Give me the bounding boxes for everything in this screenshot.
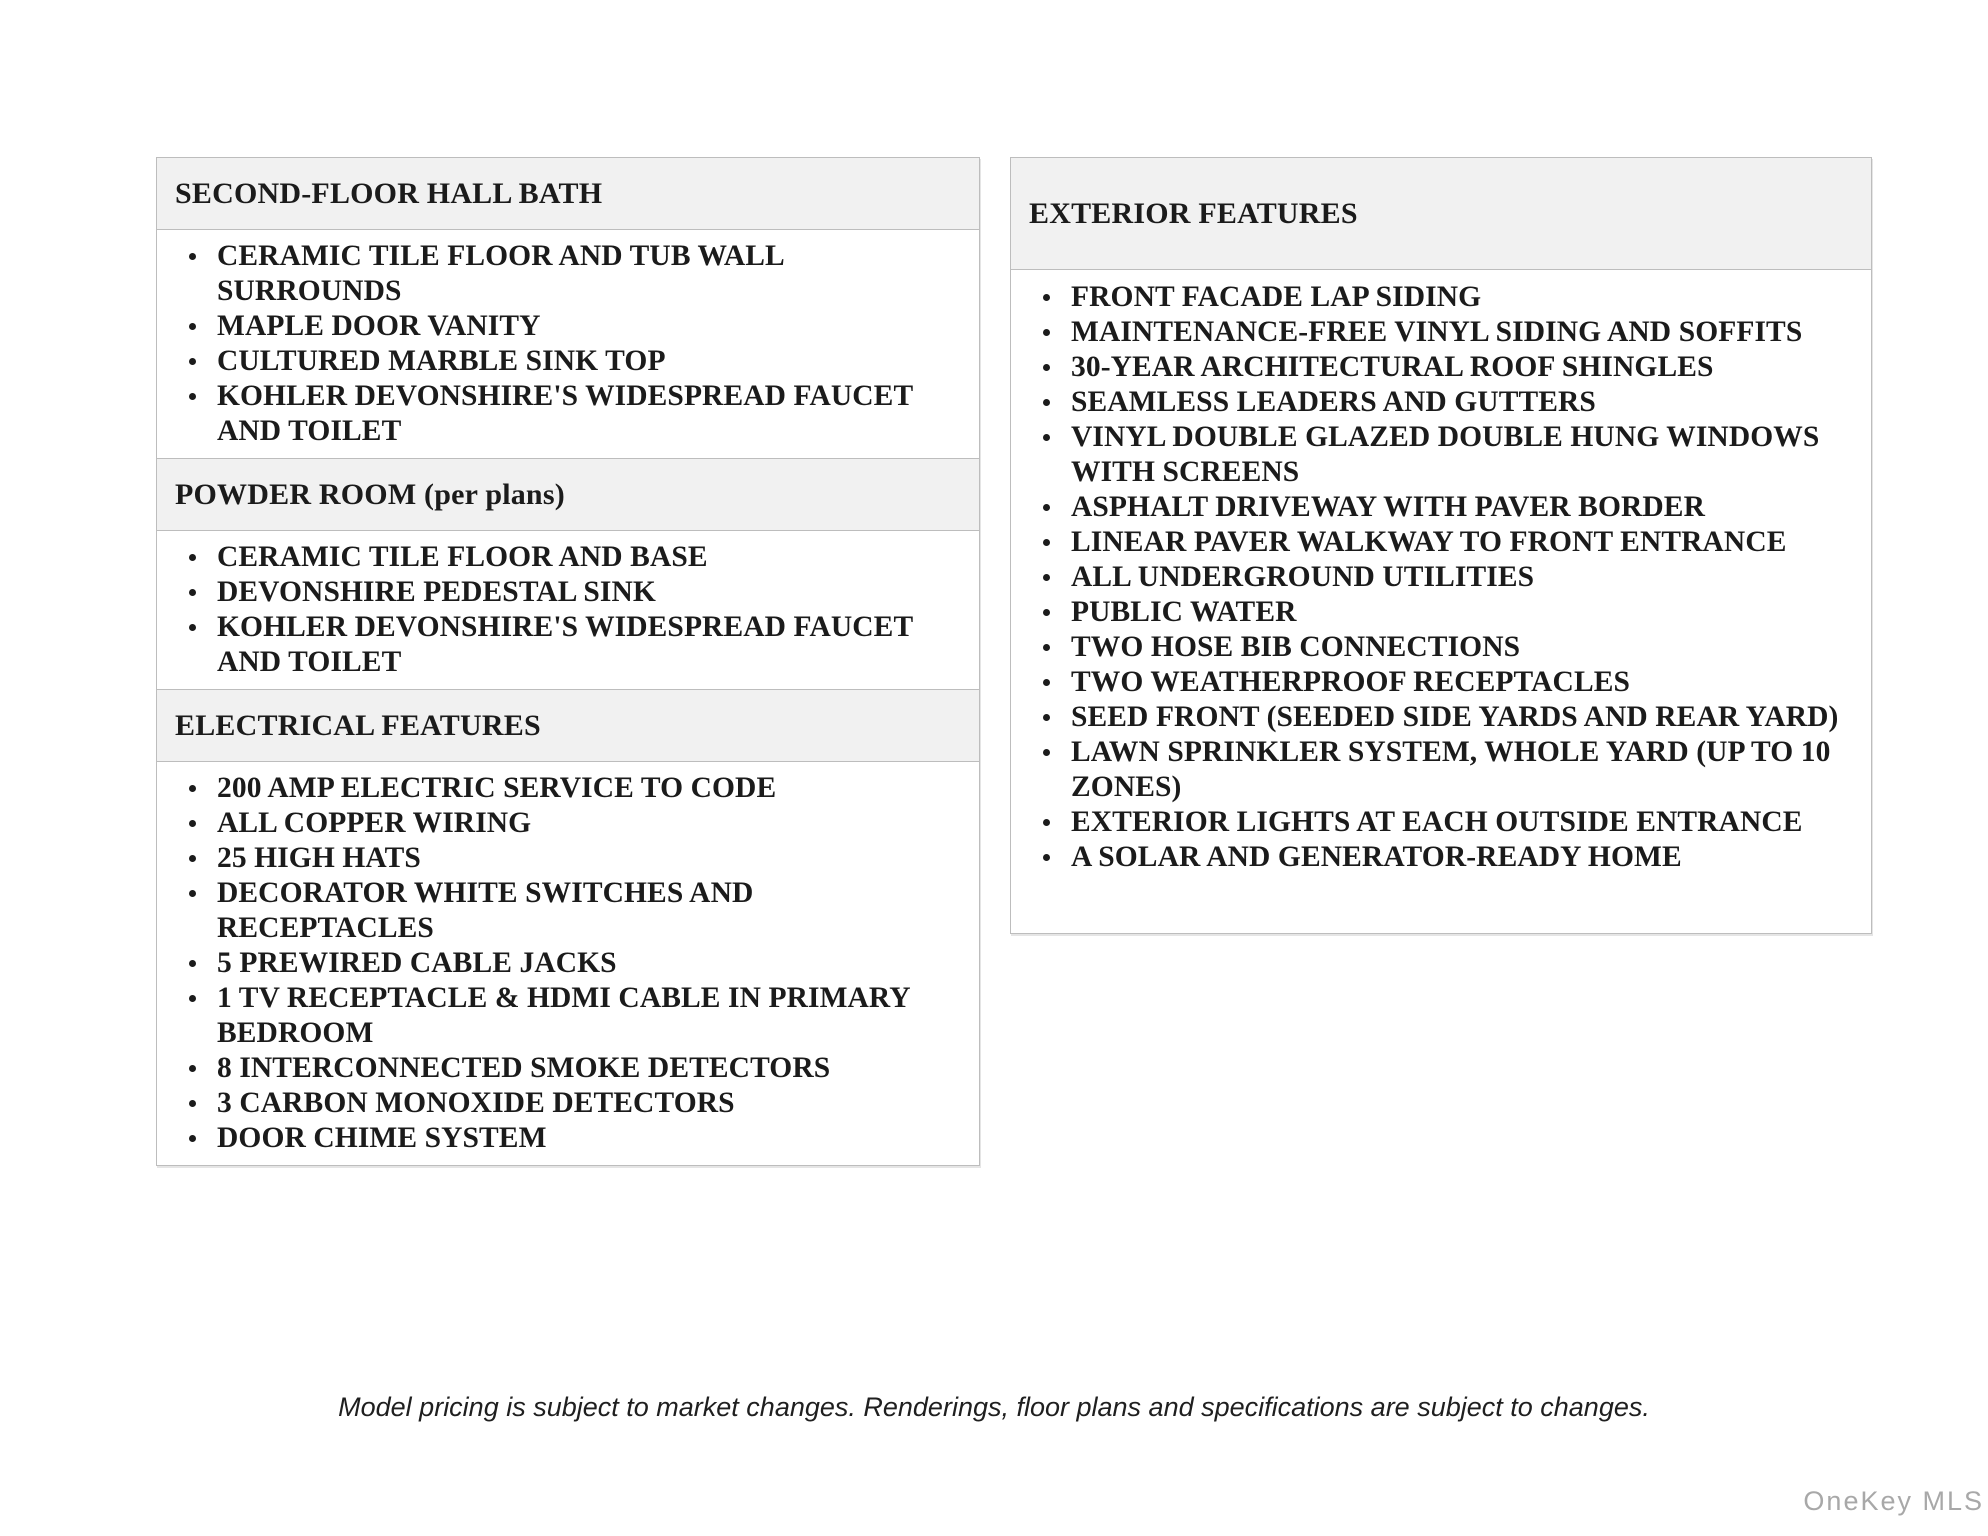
feature-list: [157, 762, 979, 1165]
feature-item: DOOR CHIME SYSTEM: [157, 1121, 955, 1156]
features-panel-right: [1010, 157, 1872, 934]
feature-item: 200 AMP ELECTRIC SERVICE TO CODE: [157, 771, 955, 806]
disclaimer-text: Model pricing is subject to market changes. Renderings, floor plans and specifications are subject to changes.: [338, 1392, 1650, 1422]
feature-item: VINYL DOUBLE GLAZED DOUBLE HUNG WINDOWS WITH SCREENS: [1011, 420, 1847, 490]
section-header: ELECTRICAL FEATURES: [157, 689, 979, 762]
feature-item: MAPLE DOOR VANITY: [157, 309, 955, 344]
feature-item: FRONT FACADE LAP SIDING: [1011, 280, 1847, 315]
section-header: POWDER ROOM (per plans): [157, 458, 979, 531]
feature-item: LINEAR PAVER WALKWAY TO FRONT ENTRANCE: [1011, 525, 1847, 560]
feature-item: PUBLIC WATER: [1011, 595, 1847, 630]
feature-item: 8 INTERCONNECTED SMOKE DETECTORS: [157, 1051, 955, 1086]
feature-item: 25 HIGH HATS: [157, 841, 955, 876]
feature-item: KOHLER DEVONSHIRE'S WIDESPREAD FAUCET AND TOILET: [157, 610, 955, 680]
feature-item: ASPHALT DRIVEWAY WITH PAVER BORDER: [1011, 490, 1847, 525]
feature-item: 30-YEAR ARCHITECTURAL ROOF SHINGLES: [1011, 350, 1847, 385]
feature-item: MAINTENANCE-FREE VINYL SIDING AND SOFFITS: [1011, 315, 1847, 350]
feature-item: DEVONSHIRE PEDESTAL SINK: [157, 575, 955, 610]
section-header: SECOND-FLOOR HALL BATH: [157, 158, 979, 230]
feature-item: CERAMIC TILE FLOOR AND BASE: [157, 540, 955, 575]
feature-item: 3 CARBON MONOXIDE DETECTORS: [157, 1086, 955, 1121]
feature-item: A SOLAR AND GENERATOR-READY HOME: [1011, 840, 1847, 875]
features-panel-left: [156, 157, 980, 1166]
feature-item: SEED FRONT (SEEDED SIDE YARDS AND REAR YARD): [1011, 700, 1847, 735]
feature-list: [157, 531, 979, 689]
feature-item: 1 TV RECEPTACLE & HDMI CABLE IN PRIMARY BEDROOM: [157, 981, 955, 1051]
feature-list: [1011, 270, 1871, 933]
feature-item: CERAMIC TILE FLOOR AND TUB WALL SURROUNDS: [157, 239, 955, 309]
feature-item: ALL COPPER WIRING: [157, 806, 955, 841]
feature-item: TWO HOSE BIB CONNECTIONS: [1011, 630, 1847, 665]
feature-item: SEAMLESS LEADERS AND GUTTERS: [1011, 385, 1847, 420]
feature-item: ALL UNDERGROUND UTILITIES: [1011, 560, 1847, 595]
feature-list: [157, 230, 979, 458]
section-header: EXTERIOR FEATURES: [1011, 158, 1871, 270]
feature-item: DECORATOR WHITE SWITCHES AND RECEPTACLES: [157, 876, 955, 946]
feature-item: TWO WEATHERPROOF RECEPTACLES: [1011, 665, 1847, 700]
feature-item: 5 PREWIRED CABLE JACKS: [157, 946, 955, 981]
feature-item: EXTERIOR LIGHTS AT EACH OUTSIDE ENTRANCE: [1011, 805, 1847, 840]
feature-item: CULTURED MARBLE SINK TOP: [157, 344, 955, 379]
feature-item: KOHLER DEVONSHIRE'S WIDESPREAD FAUCET AND TOILET: [157, 379, 955, 449]
watermark-onekey-mls: OneKey MLS: [1803, 1486, 1984, 1516]
feature-item: LAWN SPRINKLER SYSTEM, WHOLE YARD (UP TO 10 ZONES): [1011, 735, 1847, 805]
